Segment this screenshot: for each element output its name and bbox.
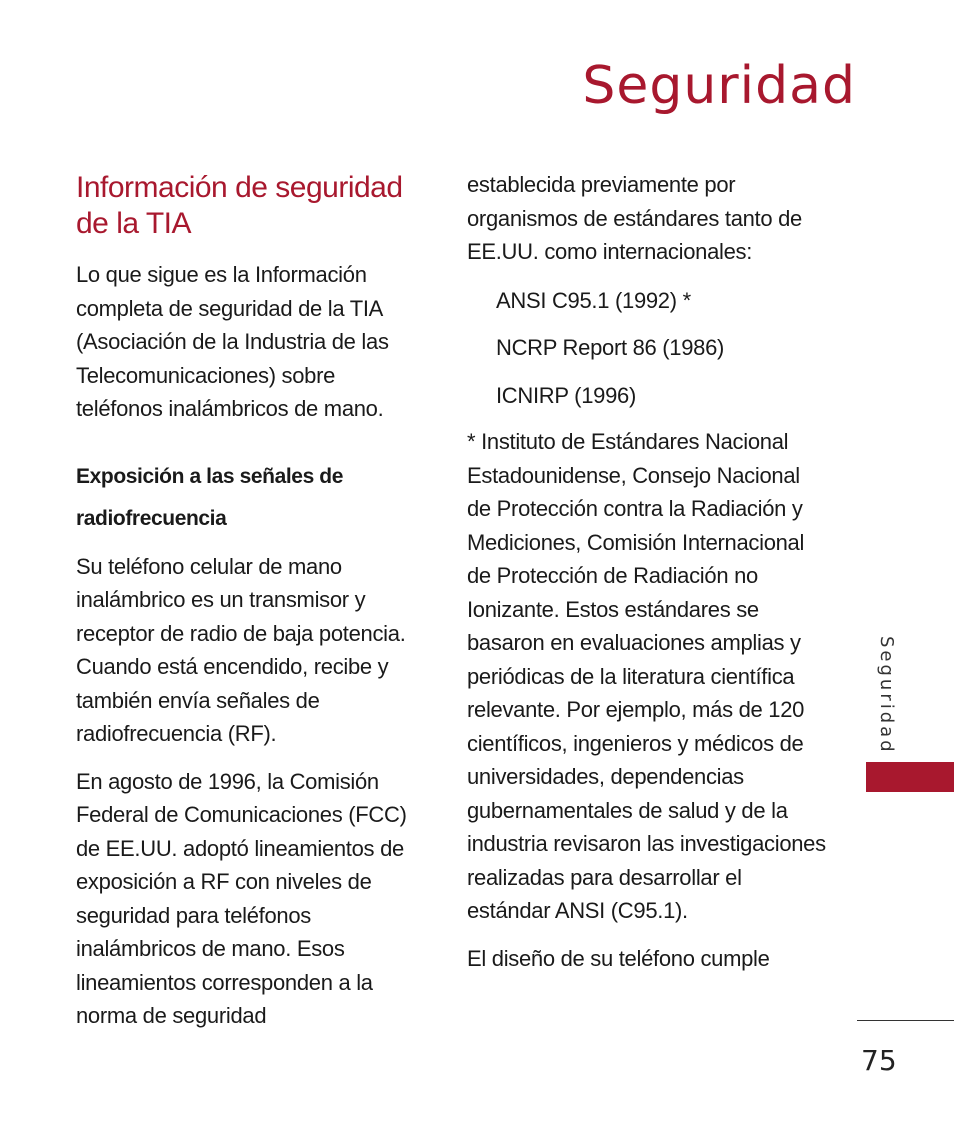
standard-item: ANSI C95.1 (1992) * xyxy=(496,287,691,313)
paragraph-continuation: establecida previamente por organismos de estándares tanto de EE.UU. como internacionales: xyxy=(467,172,802,264)
footnote-paragraph: * Instituto de Estándares Nacional Estadounidense, Consejo Nacional de Protección contra la Radiación y Mediciones, Comisión Internacional de Protección de Radiación no Ionizante. Estos estándares se basaron en evaluaciones amplias y periódicas de la literatura científica relevante. Por ejemplo, más de 120 científicos, ingenieros y médicos de universidades, dependencias gubernamentales de salud y de la industria revisaron las investigaciones realizadas para desarrollar el estándar ANSI (C95.1). xyxy=(467,429,826,923)
subheading: Exposición a las señales de radiofrecuencia xyxy=(76,464,343,530)
standard-item: NCRP Report 86 (1986) xyxy=(496,335,725,360)
standard-item: ICNIRP (1996) xyxy=(496,382,636,408)
side-section-label: Seguridad xyxy=(876,636,897,755)
right-column xyxy=(467,168,827,975)
paragraph-1: Su teléfono celular de mano inalámbrico es un transmisor y receptor de radio de baja potencia. Cuando está encendido, recibe y también envía señales de radiofrecuencia (RF). xyxy=(76,553,406,746)
section-heading: Información de seguridad de la TIA xyxy=(76,171,403,240)
page-title: Seguridad xyxy=(582,56,856,116)
paragraph-last: El diseño de su teléfono cumple xyxy=(467,945,770,971)
side-tab-marker xyxy=(866,762,954,792)
left-column xyxy=(76,170,426,1033)
page-number: 75 xyxy=(861,1044,897,1077)
footer-rule xyxy=(857,1020,954,1021)
paragraph-2: En agosto de 1996, la Comisión Federal de Comunicaciones (FCC) de EE.UU. adoptó lineamientos de exposición a RF con niveles de seguridad para teléfonos inalámbricos de mano. Esos lineamientos corresponden a la norma de seguridad xyxy=(76,768,407,1028)
intro-paragraph: Lo que sigue es la Información completa de seguridad de la TIA (Asociación de la Industria de las Telecomunicaciones) sobre teléfonos inalámbricos de mano. xyxy=(76,262,389,421)
